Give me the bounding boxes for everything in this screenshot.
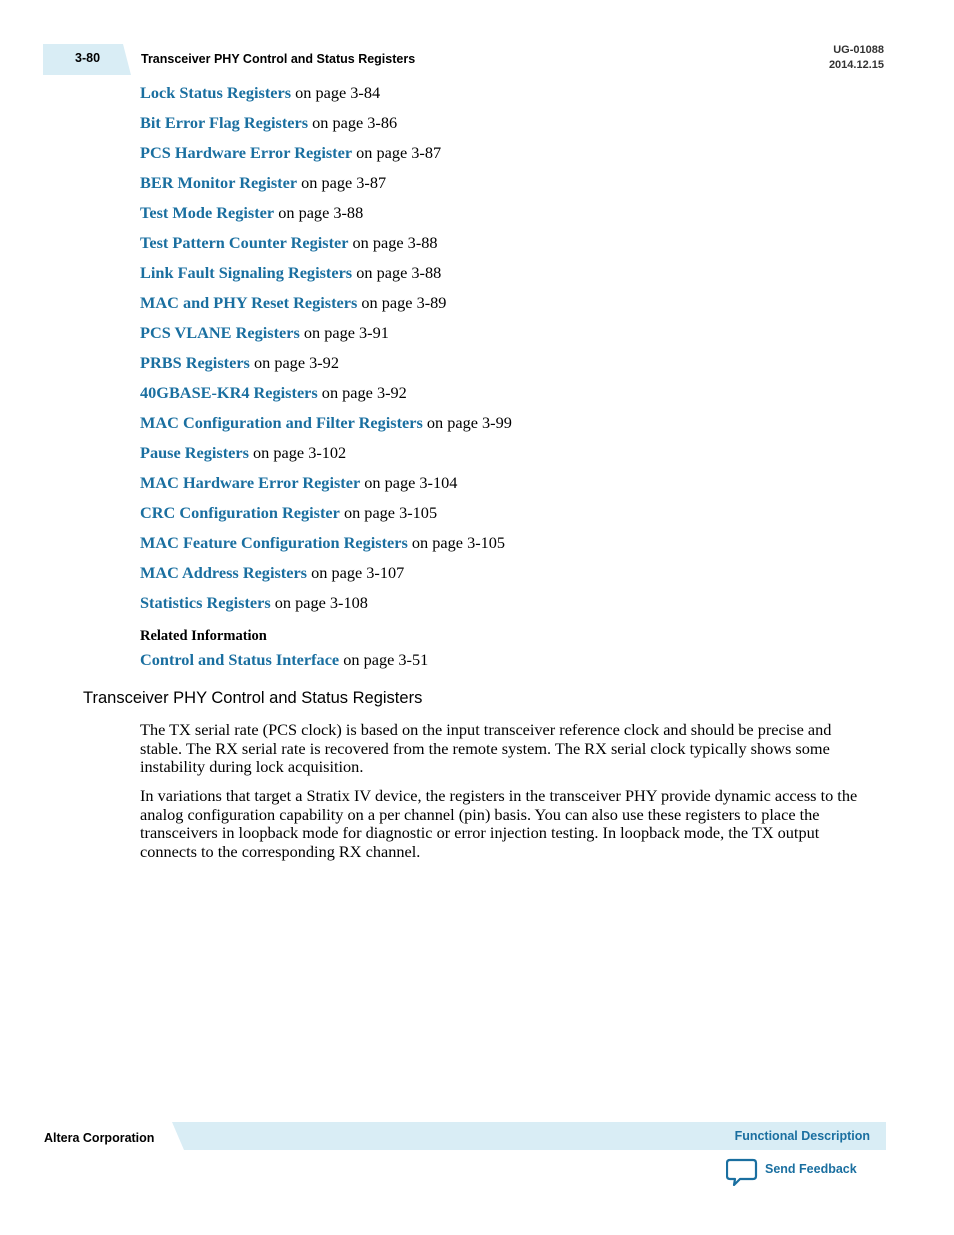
- related-link-item: [140, 649, 428, 671]
- page-reference: on page 3-99: [422, 413, 512, 432]
- link-list-item: [140, 441, 512, 471]
- link-list-item: [140, 171, 512, 201]
- running-title: Transceiver PHY Control and Status Registers: [141, 52, 416, 66]
- page-reference: on page 3-92: [249, 353, 339, 372]
- register-link[interactable]: PRBS Registers: [140, 353, 250, 372]
- register-link[interactable]: PCS Hardware Error Register: [140, 143, 353, 162]
- register-link[interactable]: MAC Configuration and Filter Registers: [140, 413, 423, 432]
- register-link[interactable]: MAC Address Registers: [140, 563, 308, 582]
- paragraph-1: The TX serial rate (PCS clock) is based on the input transceiver reference clock and should be precise and stable. The RX serial rate is recovered from the remote system. The RX serial clock typically shows some instability during lock acquisition.: [140, 720, 832, 777]
- doc-id: UG-01088: [833, 44, 884, 56]
- register-link[interactable]: Bit Error Flag Registers: [140, 113, 309, 132]
- footer-section-link[interactable]: Functional Description: [734, 1129, 870, 1143]
- page-reference: on page 3-107: [307, 563, 405, 582]
- send-feedback-label: Send Feedback: [765, 1162, 857, 1176]
- page-reference: on page 3-108: [270, 593, 368, 612]
- register-link[interactable]: 40GBASE-KR4 Registers: [140, 383, 318, 402]
- page-reference: on page 3-88: [348, 233, 438, 252]
- page-reference: on page 3-92: [317, 383, 407, 402]
- page-reference: on page 3-86: [308, 113, 398, 132]
- doc-info: [829, 43, 884, 72]
- page-reference: on page 3-88: [352, 263, 442, 282]
- page-reference: on page 3-87: [352, 143, 442, 162]
- link-list-item: [140, 261, 512, 291]
- link-list-item: [140, 291, 512, 321]
- link-list-item: [140, 561, 512, 591]
- register-link[interactable]: MAC Hardware Error Register: [140, 473, 361, 492]
- link-list-item: [140, 531, 512, 561]
- related-information-heading: Related Information: [140, 628, 267, 644]
- register-link[interactable]: MAC and PHY Reset Registers: [140, 293, 358, 312]
- register-link[interactable]: Test Mode Register: [140, 203, 275, 222]
- register-link[interactable]: Statistics Registers: [140, 593, 271, 612]
- page-reference: on page 3-102: [248, 443, 347, 462]
- link-list-item: [140, 111, 512, 141]
- register-link[interactable]: BER Monitor Register: [140, 173, 298, 192]
- link-list-item: [140, 201, 512, 231]
- register-link[interactable]: CRC Configuration Register: [140, 503, 340, 522]
- register-link-list: [140, 81, 512, 621]
- paragraph-2: In variations that target a Stratix IV device, the registers in the transceiver PHY provide dynamic access to the analog configuration capability on a per channel (pin) basis. You can also use these registers to place the transceivers in loopback mode for diagnostic or error injection testing. In loopback mode, the TX output connects to the corresponding RX channel.: [140, 786, 858, 862]
- page-reference: on page 3-105: [407, 533, 506, 552]
- page-reference: on page 3-84: [291, 83, 381, 102]
- link-list-item: [140, 501, 512, 531]
- link-list-item: [140, 321, 512, 351]
- doc-date: 2014.12.15: [828, 58, 884, 71]
- link-list-item: [140, 351, 512, 381]
- register-link[interactable]: Link Fault Signaling Registers: [140, 263, 353, 282]
- link-list-item: [140, 471, 512, 501]
- speech-bubble-icon: [726, 1158, 758, 1186]
- link-list-item: [140, 81, 512, 111]
- register-link[interactable]: Pause Registers: [140, 443, 249, 462]
- link-list-item: [140, 411, 512, 441]
- section-title: Transceiver PHY Control and Status Registers: [83, 689, 423, 707]
- page-reference: on page 3-88: [274, 203, 364, 222]
- page-number: 3-80: [75, 51, 101, 65]
- register-link[interactable]: Lock Status Registers: [140, 83, 292, 102]
- link-list-item: [140, 141, 512, 171]
- link-list-item: [140, 591, 512, 621]
- page-reference: on page 3-91: [299, 323, 389, 342]
- register-link[interactable]: MAC Feature Configuration Registers: [140, 533, 408, 552]
- related-link[interactable]: Control and Status Interface: [140, 650, 340, 669]
- page-reference: on page 3-105: [339, 503, 438, 522]
- register-link[interactable]: PCS VLANE Registers: [140, 323, 300, 342]
- page-reference: on page 3-104: [360, 473, 458, 492]
- related-link-suffix: on page 3-51: [339, 650, 429, 669]
- page-reference: on page 3-87: [297, 173, 387, 192]
- register-link[interactable]: Test Pattern Counter Register: [140, 233, 349, 252]
- page-reference: on page 3-89: [357, 293, 447, 312]
- link-list-item: [140, 231, 512, 261]
- footer-company: Altera Corporation: [44, 1131, 155, 1145]
- link-list-item: [140, 381, 512, 411]
